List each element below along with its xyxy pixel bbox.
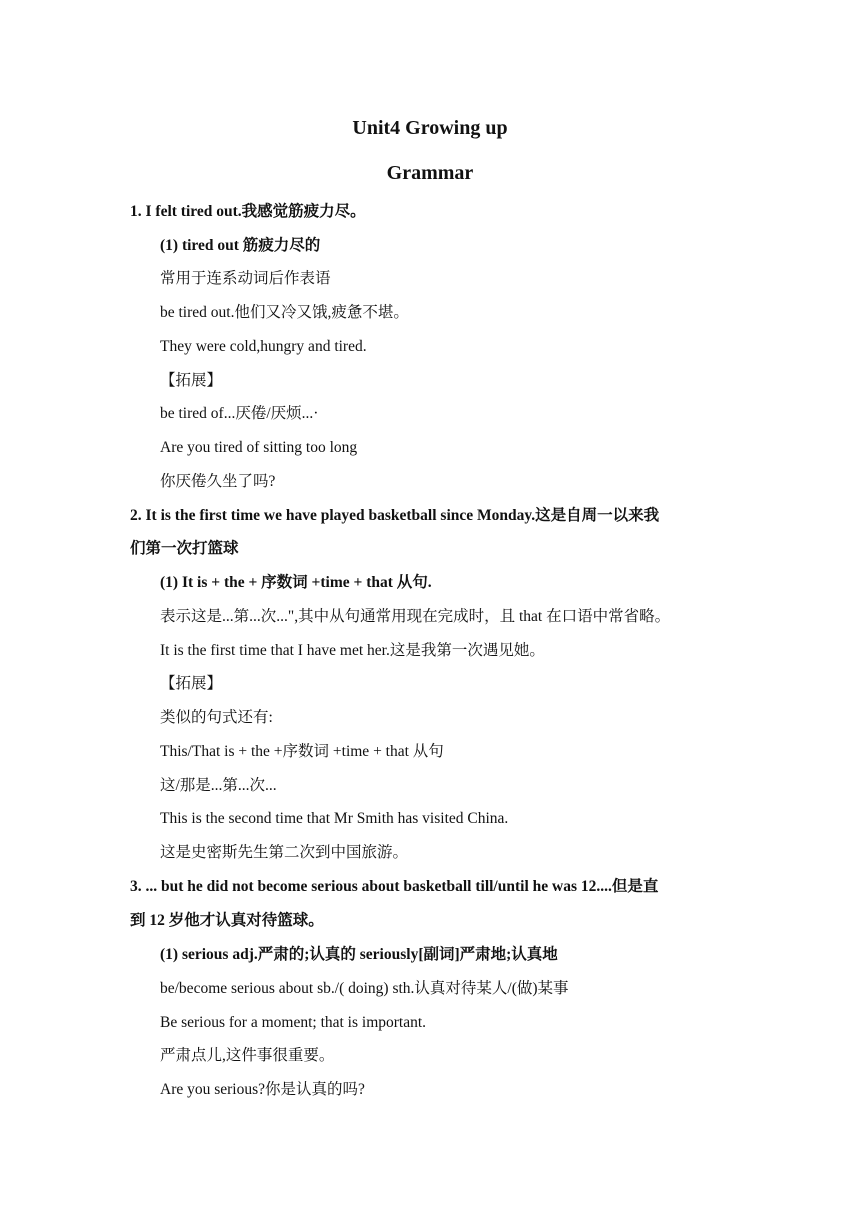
section-heading-2: 2. It is the first time we have played basketball since Monday.这是自周一以来我: [130, 507, 660, 524]
document-subtitle: Grammar: [386, 162, 474, 184]
section-heading-2-cont: 们第一次打篮球: [130, 540, 239, 557]
point-heading-1: (1) tired out 筋疲力尽的: [160, 237, 321, 254]
body-line: 表示这是...第...次...",其中从句通常用现在完成时，且 that 在口语中常省略。: [160, 608, 671, 625]
section-heading-1: 1. I felt tired out.我感觉筋疲力尽。: [130, 203, 366, 220]
expand-label: 【拓展】: [160, 372, 223, 389]
body-line: be/become serious about sb./( doing) sth.认真对待某人/(做)某事: [160, 980, 569, 997]
body-line: Be serious for a moment; that is important.: [160, 1014, 427, 1031]
body-line: They were cold,hungry and tired.: [160, 338, 367, 355]
body-line: This is the second time that Mr Smith has visited China.: [160, 810, 509, 827]
body-line: 这/那是...第...次...: [160, 777, 277, 794]
body-line: This/That is + the +序数词 +time + that 从句: [160, 743, 444, 760]
body-line: 严肃点儿,这件事很重要。: [160, 1047, 335, 1064]
document-title: Unit4 Growing up: [352, 117, 508, 139]
body-line: Are you tired of sitting too long: [160, 439, 358, 456]
body-line: Are you serious?你是认真的吗?: [160, 1081, 365, 1098]
body-line: be tired out.他们又冷又饿,疲惫不堪。: [160, 304, 409, 321]
section-heading-3-cont: 到 12 岁他才认真对待篮球。: [130, 912, 324, 929]
expand-label: 【拓展】: [160, 675, 223, 692]
body-line: be tired of...厌倦/厌烦...·: [160, 405, 319, 422]
body-line: 常用于连系动词后作表语: [160, 270, 331, 287]
body-line: 你厌倦久坐了吗?: [160, 473, 276, 490]
body-line: It is the first time that I have met her.这是我第一次遇见她。: [160, 642, 545, 659]
body-line: 这是史密斯先生第二次到中国旅游。: [160, 844, 409, 861]
point-heading-2: (1) It is + the + 序数词 +time + that 从句.: [160, 574, 432, 591]
point-heading-3: (1) serious adj.严肃的;认真的 seriously[副词]严肃地;认真地: [160, 946, 558, 963]
section-heading-3: 3. ... but he did not become serious about basketball till/until he was 12....但是直: [130, 878, 659, 895]
body-line: 类似的句式还有:: [160, 709, 273, 726]
